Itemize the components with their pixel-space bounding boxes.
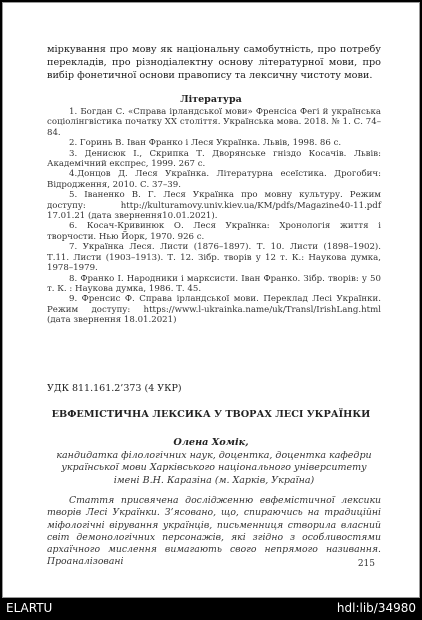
author-name: Олена Хомік,: [173, 437, 249, 448]
article-title: ЕВФЕМІСТИЧНА ЛЕКСИКА У ТВОРАХ ЛЕСІ УКРАЇНКИ: [51, 409, 371, 420]
watermark-left: ELARTU: [6, 601, 53, 615]
author-affiliation: кандидатка філологічних наук, доцентка, доцентка кафедри української мови Харківського національного університету імені В.Н. Каразіна (м. Харків, Україна): [56, 450, 372, 486]
journal-page: [2, 2, 420, 598]
page-number: 215: [357, 559, 375, 569]
literature-heading: Література: [180, 94, 242, 105]
reference-item: 3. Денисюк І., Скрипка Т. Дворянське гніздо Косачів. Львів: Академічний експрес, 1999. 267 с.: [47, 148, 381, 170]
watermark-right: hdl:lib/34980: [336, 601, 416, 615]
reference-item: 8. Франко І. Народники і марксисти. Іван Франко. Зібр. творів: у 50 т. К. : Наукова думка, 1986. Т. 45.: [47, 273, 381, 294]
reference-item: 2. Горинь В. Іван Франко і Леся Українка. Львів, 1998. 86 с.: [69, 138, 342, 149]
reference-item: 6. Косач-Кривинюк О. Леся Українка: Хронологія життя і творчости. Нью Йорк, 1970. 926 с.: [47, 221, 381, 242]
reference-item: 4.Донцов Д. Леся Українка. Літературна есеїстика. Дрогобич: Відродження, 2010. С. 37–39.: [47, 169, 381, 190]
intro-paragraph: міркування про мову як національну самобутність, про потребу перекладів, про різнодіалектну основу літературної мови, про вибір фонетичної основи правопису та лексичну чистоту мови.: [47, 44, 381, 81]
reference-list: [47, 107, 381, 326]
abstract-paragraph: Стаття присвячена дослідженню евфемістичної лексики творів Лесі Українки. З’ясовано, що, спираючись на традиційні міфологічні вірування українців, письменниця створила власний світ демонологічних персонажів, які згідно з особливостями архаїчного мислення вимагають свого непрямого називання. Проаналізовані: [47, 495, 381, 568]
udk-code: УДК 811.161.2’373 (4 УКР): [47, 383, 182, 394]
watermark-bar: [0, 598, 422, 620]
reference-item: 5. Іваненко В. Г. Леся Українка про мовну культуру. Режим доступу: http://kulturamovy.univ.kiev.ua/KM/pdfs/Magazine40-11.pdf 17.01.21 (дата звернення10.01.2021).: [47, 190, 381, 222]
reference-item: 1. Богдан С. «Справа ірландської мови» Френсіса Фегі й українська соціолінгвістика початку ХХ століття. Українська мова. 2018. № 1. С. 74–84.: [47, 107, 381, 138]
reference-item: 9. Френсис Ф. Справа ірландської мови. Переклад Лесі Українки. Режим доступу: https://www.l-ukrainka.name/uk/Transl/IrishLang.html (дата звернення 18.01.2021): [47, 294, 381, 326]
reference-item: 7. Українка Леся. Листи (1876–1897). Т. 10. Листи (1898–1902). Т.11. Листи (1903–1913). Т. 12. Зібр. творів у 12 т. К.: Наукова думка, 1978–1979.: [47, 242, 381, 274]
